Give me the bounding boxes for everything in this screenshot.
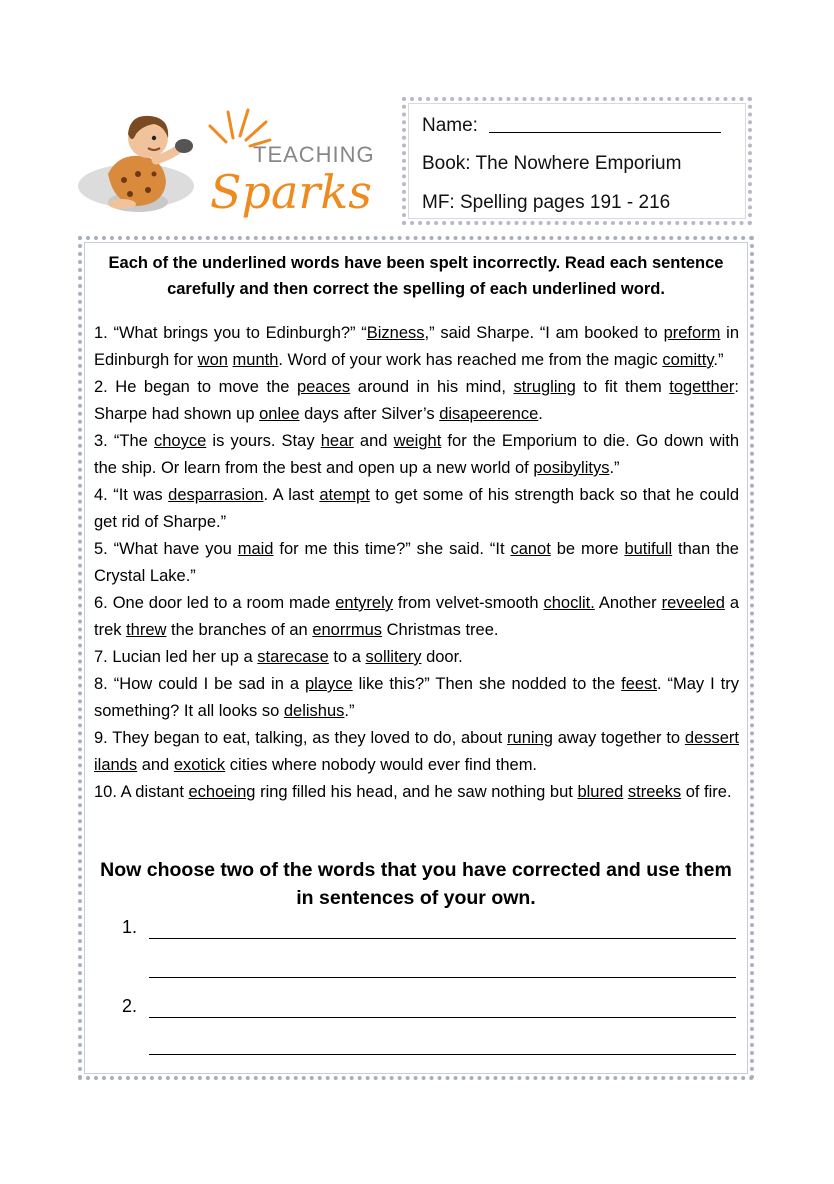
misspelled-word: atempt bbox=[319, 486, 370, 504]
sentence-text: in Edinburgh for bbox=[94, 324, 739, 369]
sentence-text: and bbox=[137, 756, 174, 774]
misspelled-word: playce bbox=[304, 675, 353, 693]
instructions: Each of the underlined words have been spelt incorrectly. Read each sentence carefully and then correct the spelling of each underlined word. bbox=[108, 254, 724, 298]
misspelled-word: streeks bbox=[627, 783, 682, 801]
answer-line-2b[interactable] bbox=[149, 1054, 736, 1055]
misspelled-word: entyrely bbox=[335, 594, 393, 612]
misspelled-word: won bbox=[197, 351, 228, 369]
misspelled-word: enorrmus bbox=[312, 621, 383, 639]
sentence-text: to fit them bbox=[575, 378, 670, 396]
teaching-sparks-logo bbox=[78, 104, 388, 222]
answer-line-1a[interactable] bbox=[149, 938, 736, 939]
misspelled-word: choclit. bbox=[543, 594, 595, 612]
misspelled-word: strugling bbox=[513, 378, 576, 396]
sentence-text: 6. One door led to a room made bbox=[94, 594, 336, 612]
sentence-list bbox=[94, 320, 739, 806]
sentence-text: . A last bbox=[263, 486, 320, 504]
sentence-text: like this?” Then she nodded to the bbox=[352, 675, 622, 693]
misspelled-word: hear bbox=[320, 432, 354, 450]
answer-line-1b[interactable] bbox=[149, 977, 736, 978]
sentence-text: . Word of your work has reached me from the magic bbox=[278, 351, 663, 369]
sentence-text: to a bbox=[328, 648, 366, 666]
misspelled-word: threw bbox=[126, 621, 167, 639]
sentence-item bbox=[94, 374, 739, 428]
answer-line-2a[interactable] bbox=[149, 1017, 736, 1018]
sentence-text: .” bbox=[609, 459, 620, 477]
logo-teaching-text: TEACHING bbox=[253, 142, 375, 167]
sentence-text: is yours. Stay bbox=[206, 432, 321, 450]
sentence-text: be more bbox=[550, 540, 625, 558]
sentence-text: .” bbox=[713, 351, 724, 369]
misspelled-word: posibylitys bbox=[533, 459, 610, 477]
misspelled-word: canot bbox=[510, 540, 551, 558]
sentence-text: : Sharpe had shown up bbox=[94, 378, 739, 423]
sentence-text: 9. They began to eat, talking, as they loved to do, about bbox=[94, 729, 508, 747]
sentence-item bbox=[94, 482, 739, 536]
sentence-item bbox=[94, 725, 739, 779]
misspelled-word: togetther bbox=[669, 378, 735, 396]
misspelled-word: Bizness bbox=[366, 324, 425, 342]
misspelled-word: echoeing bbox=[188, 783, 256, 801]
misspelled-word: disapeerence bbox=[439, 405, 539, 423]
misspelled-word: blured bbox=[577, 783, 624, 801]
sentence-text: from velvet-smooth bbox=[393, 594, 544, 612]
sentence-text: away together to bbox=[552, 729, 685, 747]
sentence-text: ,” said Sharpe. “I am booked to bbox=[424, 324, 664, 342]
sentence-text: .” bbox=[344, 702, 355, 720]
logo-sparks-text: Sparks bbox=[210, 165, 372, 219]
line-number-1: 1. bbox=[122, 917, 138, 937]
sentence-text: of fire. bbox=[681, 783, 732, 801]
sentence-text: 5. “What have you bbox=[94, 540, 238, 558]
sentence-text: 2. He began to move the bbox=[94, 378, 297, 396]
line-number-2: 2. bbox=[122, 996, 138, 1016]
sentence-text: 7. Lucian led her up a bbox=[94, 648, 258, 666]
sentence-item bbox=[94, 671, 739, 725]
misspelled-word: ilands bbox=[94, 756, 138, 774]
misspelled-word: comitty bbox=[662, 351, 714, 369]
book-title: Book: The Nowhere Emporium bbox=[422, 153, 682, 174]
misspelled-word: butifull bbox=[624, 540, 673, 558]
sentence-text: Christmas tree. bbox=[382, 621, 499, 639]
sentence-item bbox=[94, 428, 739, 482]
sentence-text: . “May I try something? It all looks so bbox=[94, 675, 739, 720]
misspelled-word: preform bbox=[663, 324, 721, 342]
sentence-text: a trek bbox=[94, 594, 739, 639]
sentence-text: door. bbox=[421, 648, 463, 666]
worksheet-box bbox=[78, 236, 754, 1080]
misspelled-word: choyce bbox=[153, 432, 207, 450]
misspelled-word: exotick bbox=[173, 756, 226, 774]
sentence-text: than the Crystal Lake.” bbox=[94, 540, 739, 585]
sentence-text: 1. “What brings you to Edinburgh?” “ bbox=[94, 324, 367, 342]
task-heading: Now choose two of the words that you have corrected and use them in sentences of your own. bbox=[100, 859, 732, 909]
caveman-mascot-icon bbox=[78, 104, 388, 222]
sentence-text: the branches of an bbox=[166, 621, 313, 639]
misspelled-word: starecase bbox=[257, 648, 329, 666]
misspelled-word: sollitery bbox=[365, 648, 422, 666]
misspelled-word: desparrasion bbox=[168, 486, 264, 504]
spelling-pages: MF: Spelling pages 191 - 216 bbox=[422, 192, 671, 213]
name-label: Name: bbox=[422, 115, 478, 136]
sentence-text: days after Silver’s bbox=[299, 405, 440, 423]
sentence-text: 10. A distant bbox=[94, 783, 189, 801]
sentence-text: around in his mind, bbox=[350, 378, 514, 396]
misspelled-word: munth bbox=[232, 351, 279, 369]
sentence-text: for me this time?” she said. “It bbox=[273, 540, 511, 558]
name-field[interactable] bbox=[422, 115, 721, 137]
sentence-text: ring filled his head, and he saw nothing but bbox=[255, 783, 578, 801]
sentence-item bbox=[94, 644, 739, 671]
misspelled-word: reveeled bbox=[661, 594, 725, 612]
sentence-item bbox=[94, 536, 739, 590]
sentence-item bbox=[94, 779, 739, 806]
sentence-text: Another bbox=[594, 594, 662, 612]
misspelled-word: maid bbox=[237, 540, 274, 558]
sentence-text: 8. “How could I be sad in a bbox=[94, 675, 305, 693]
misspelled-word: delishus bbox=[283, 702, 345, 720]
misspelled-word: peaces bbox=[296, 378, 351, 396]
misspelled-word: dessert bbox=[684, 729, 739, 747]
sentence-text: 4. “It was bbox=[94, 486, 169, 504]
sentence-text: 3. “The bbox=[94, 432, 154, 450]
misspelled-word: feest bbox=[621, 675, 657, 693]
sentence-text: for the Emporium to die. Go down with the ship. Or learn from the best and open up a new world of bbox=[94, 432, 739, 477]
name-blank[interactable] bbox=[489, 116, 721, 133]
misspelled-word: weight bbox=[393, 432, 442, 450]
sentence-item bbox=[94, 320, 739, 374]
student-info-box bbox=[402, 97, 752, 225]
sentence-text: cities where nobody would ever find them. bbox=[225, 756, 538, 774]
sentence-item bbox=[94, 590, 739, 644]
sentence-text: . bbox=[538, 405, 543, 423]
misspelled-word: runing bbox=[507, 729, 553, 747]
misspelled-word: onlee bbox=[259, 405, 300, 423]
sentence-text: to get some of his strength back so that he could get rid of Sharpe.” bbox=[94, 486, 739, 531]
sentence-text: and bbox=[353, 432, 394, 450]
